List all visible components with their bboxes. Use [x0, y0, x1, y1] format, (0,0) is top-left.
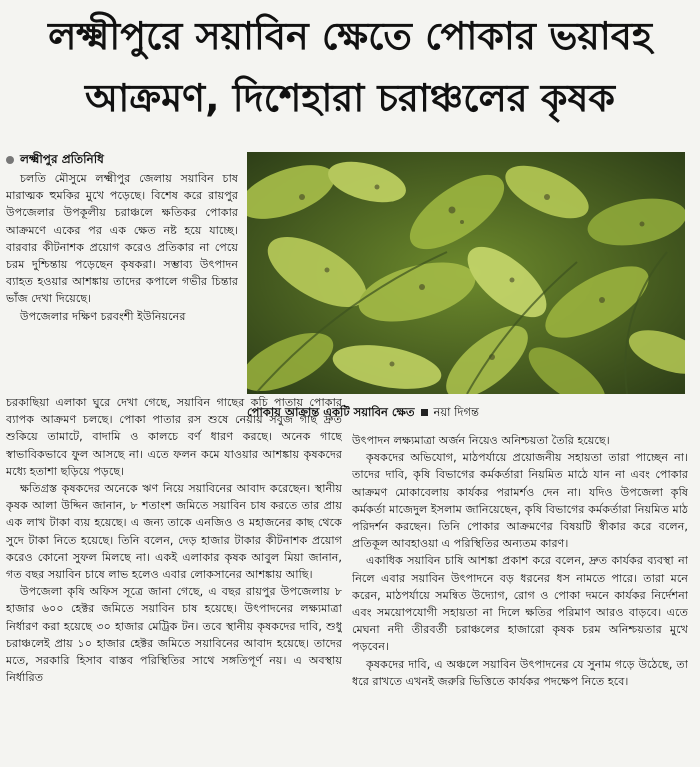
paragraph: উৎপাদন লক্ষ্যমাত্রা অর্জন নিয়েও অনিশ্চয়তা তৈরি হয়েছে। [352, 434, 610, 447]
caption-text: পোকায় আক্রান্ত একটি সয়াবিন ক্ষেত [247, 405, 415, 419]
soybean-field-photo [247, 152, 685, 394]
paragraph: একাধিক সয়াবিন চাষি আশঙ্কা প্রকাশ করে বলেন, দ্রুত কার্যকর ব্যবস্থা না নিলে এবার সয়াবিন উৎপাদনে বড় ধরনের ধস নামতে পারে। তারা মনে করেন, মাঠপর্যায়ে সমন্বিত উদ্যোগ, রোগ ও পোকা দমনে কার্যকর নির্দেশনা এবং সময়োপযোগী সহায়তা না দিলে ক্ষতির পরিমাণ আরও বাড়বে। এতে মেঘনা নদী তীরবর্তী চরাঞ্চলের হাজারো কৃষক চরম অনিশ্চয়তার মুখে পড়বেন। [352, 554, 688, 654]
article-column-2 [6, 394, 342, 764]
paragraph: কৃষকদের অভিযোগ, মাঠপর্যায়ে প্রয়োজনীয় সহায়তা তারা পাচ্ছেন না। তাদের দাবি, কৃষি বিভাগের কর্মকর্তারা নিয়মিত মাঠে যান না এবং পোকার আক্রমণ মোকাবেলায় কার্যকর পরামর্শও দেন না। যদিও উপজেলা কৃষি কর্মকর্তা মাজেদুল ইসলাম জানিয়েছেন, কৃষি বিভাগের কর্মকর্তারা নিয়মিত মাঠ পরিদর্শন করছেন। তিনি পোকার আক্রমণের বিষয়টি স্বীকার করে বলেন, প্রতিকূল আবহাওয়া এ পরিস্থিতির অন্যতম কারণ। [352, 451, 688, 551]
paragraph: চরকাছিয়া এলাকা ঘুরে দেখা গেছে, সয়াবিন গাছের কচি পাতায় পোকার ব্যাপক আক্রমণ চলছে। পোকা পাতার রস শুষে নেয়ায় সবুজ গাছ দ্রুত শুকিয়ে তামাটে, বাদামি ও কালচে বর্ণ ধারণ করছে। অনেক গাছে স্বাভাবিকভাবে ফুল আসছে না। এতে ফলন কমে যাওয়ার আশঙ্কায় কৃষকদের মধ্যে হতাশা ছড়িয়ে পড়ছে। [6, 396, 342, 478]
paragraph: উপজেলা কৃষি অফিস সূত্রে জানা গেছে, এ বছর রায়পুর উপজেলায় ৮ হাজার ৬০০ হেক্টর জমিতে সয়াবিন চাষ হয়েছে। উৎপাদনের লক্ষ্যমাত্রা নির্ধারণ করা হয়েছে ৩০ হাজার মেট্রিক টন। তবে স্থানীয় কৃষকদের দাবি, শুধু চরাঞ্চলেই প্রায় ১০ হাজার হেক্টর জমিতে সয়াবিনের আবাদ হয়েছে। তাদের মতে, সরকারি হিসাব বাস্তব পরিস্থিতির সাথে সঙ্গতিপূর্ণ নয়। এ অবস্থায় নির্ধারিত [6, 585, 342, 685]
paragraph: কৃষকদের দাবি, এ অঞ্চলে সয়াবিন উৎপাদনের যে সুনাম গড়ে উঠেছে, তা ধরে রাখতে এখনই জরুরি ভিত্তিতে কার্যকর পদক্ষেপ নিতে হবে। [352, 657, 688, 688]
paragraph: ক্ষতিগ্রস্ত কৃষকদের অনেকে ঋণ নিয়ে সয়াবিনের আবাদ করেছেন। স্থানীয় কৃষক আলা উদ্দিন জানান, ৮ শতাংশ জমিতে সয়াবিন চাষ করতে তার প্রায় এক লাখ টাকা ব্যয় হয়েছে। এ জন্য তাকে এনজিও ও মহাজনের কাছ থেকে সুদে টাকা নিতে হয়েছে। তিনি বলেন, দেড় হাজার টাকার কীটনাশক প্রয়োগ করেও কোনো সুফল মিলছে না। একই এলাকার কৃষক আবুল মিয়া জানান, গত বছর সয়াবিন চাষে লাভ হলেও এবার লোকসানের আশঙ্কায় আছি। [6, 482, 342, 582]
bullet-icon [6, 156, 14, 164]
photo-source: নয়া দিগন্ত [433, 405, 479, 419]
paragraph: চলতি মৌসুমে লক্ষ্মীপুর জেলায় সয়াবিন চাষ মারাত্মক হুমকির মুখে পড়েছে। বিশেষ করে রায়পুর উপজেলার উপকূলীয় চরাঞ্চলে ক্ষতিকর পোকার আক্রমণে একের পর এক ক্ষেত নষ্ট হয়ে যাচ্ছে। বারবার কীটনাশক প্রয়োগ করেও প্রতিকার না পেয়ে চরম দুশ্চিন্তায় পড়েছেন কৃষকরা। সম্ভাব্য উৎপাদন ব্যাহত হওয়ার আশঙ্কায় তাদের কপালে গভীর চিন্তার ভাঁজ দেখা দিয়েছে। [6, 172, 238, 306]
article-column-3 [352, 432, 688, 764]
headline-line-1: লক্ষ্মীপুরে সয়াবিন ক্ষেতে পোকার ভয়াবহ [48, 14, 652, 58]
headline [8, 6, 692, 130]
byline-text: লক্ষ্মীপুর প্রতিনিধি [20, 152, 104, 166]
byline [6, 150, 238, 168]
paragraph: উপজেলার দক্ষিণ চরবংশী ইউনিয়নের [20, 309, 186, 323]
soybean-leaves-image [247, 152, 685, 394]
headline-line-2: আক্রমণ, দিশেহারা চরাঞ্চলের কৃষক [84, 76, 616, 120]
square-bullet-icon [421, 409, 428, 416]
article-column-1 [6, 170, 238, 390]
